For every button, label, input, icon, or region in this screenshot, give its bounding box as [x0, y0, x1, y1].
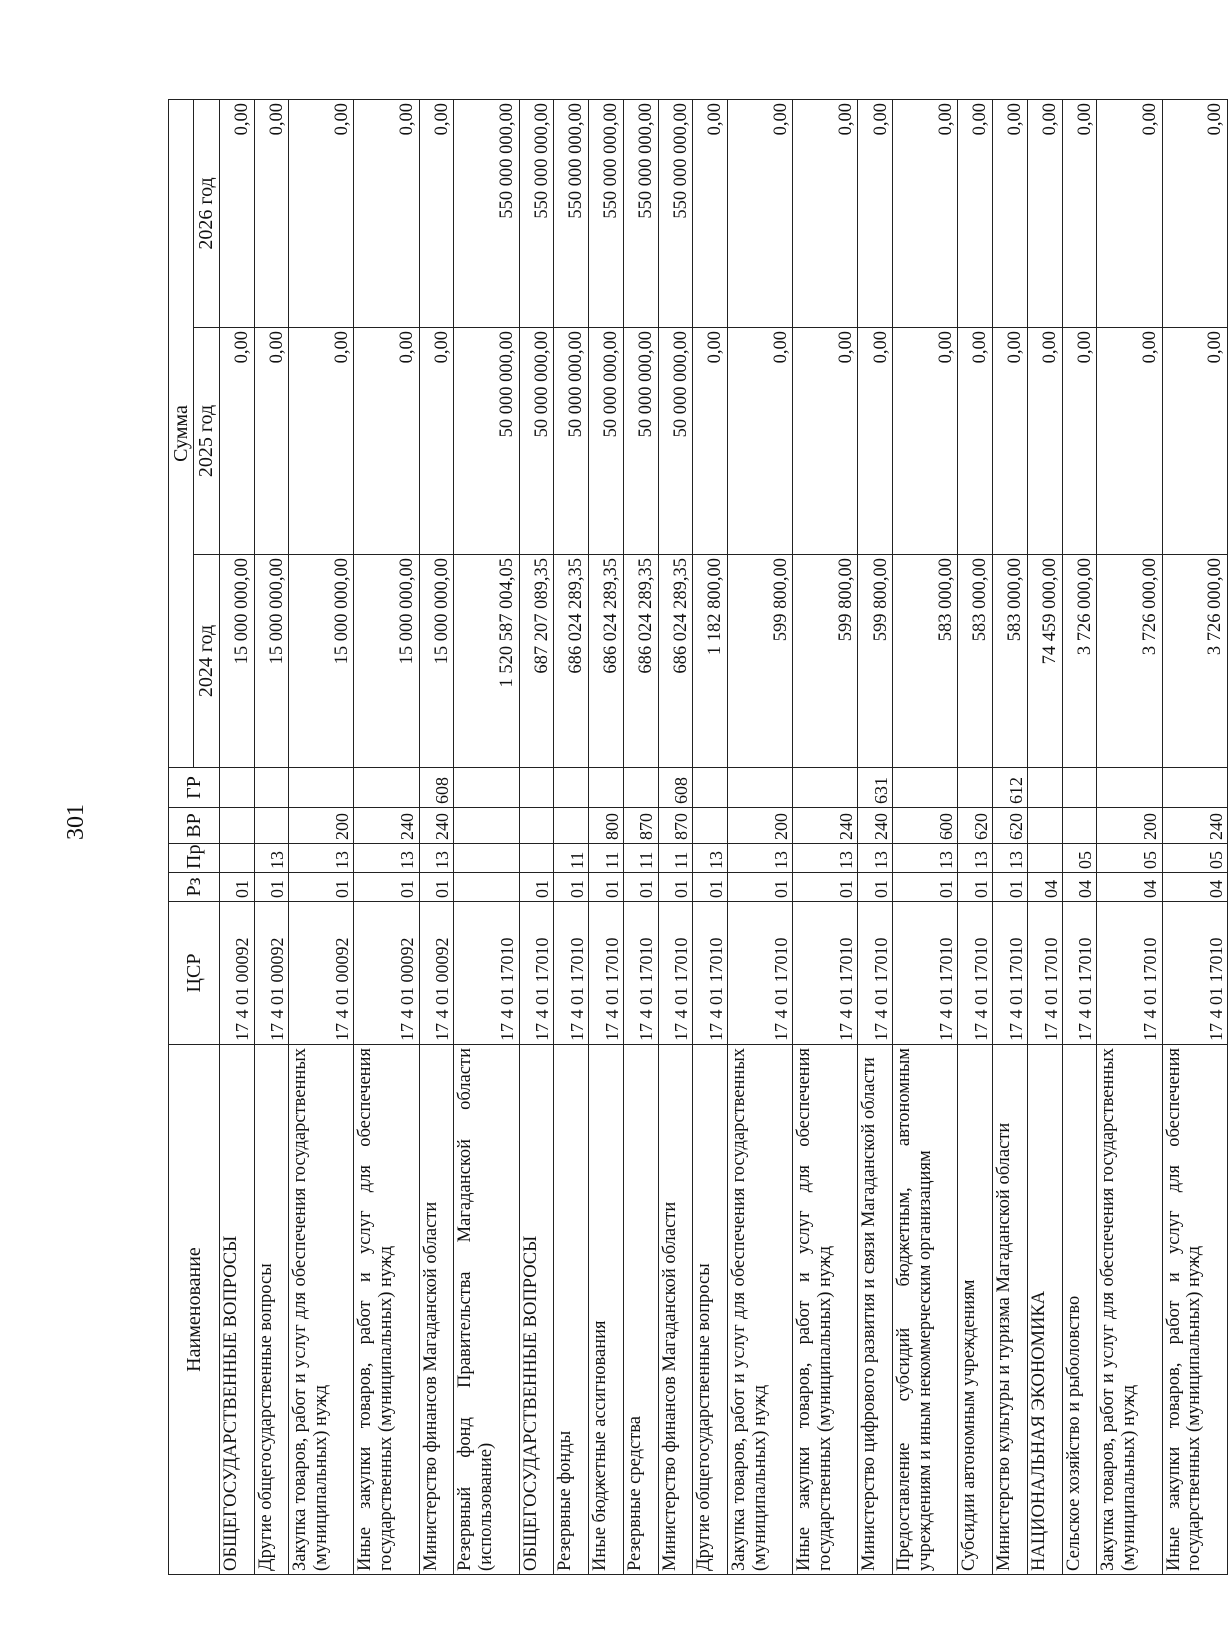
cell-rz: 01 — [589, 873, 624, 902]
table-row — [958, 99, 993, 1574]
cell-amount-2026: 0,00 — [958, 99, 993, 327]
cell-rz: 04 — [1097, 873, 1162, 902]
cell-pr: 13 — [993, 844, 1028, 873]
cell-pr: 13 — [958, 844, 993, 873]
cell-gr — [958, 768, 993, 808]
cell-name: Резервные средства — [623, 1045, 658, 1575]
cell-gr — [793, 768, 858, 808]
cell-gr — [454, 768, 519, 808]
cell-amount-2025: 0,00 — [1062, 328, 1097, 555]
table-row — [858, 99, 893, 1574]
cell-csr: 17 4 01 17010 — [1097, 902, 1162, 1045]
table-row — [254, 99, 289, 1574]
cell-vr: 620 — [993, 808, 1028, 844]
cell-amount-2026: 0,00 — [793, 99, 858, 327]
cell-name: Министерство цифрового развития и связи Магаданской области — [858, 1045, 893, 1575]
cell-pr: 11 — [623, 844, 658, 873]
cell-rz: 01 — [993, 873, 1028, 902]
cell-amount-2026: 550 000 000,00 — [554, 99, 589, 327]
cell-amount-2025: 50 000 000,00 — [658, 328, 693, 555]
cell-rz: 01 — [254, 873, 289, 902]
cell-pr: 13 — [728, 844, 793, 873]
cell-name: Министерство финансов Магаданской области — [658, 1045, 693, 1575]
cell-rz: 01 — [519, 873, 554, 902]
cell-csr: 17 4 01 17010 — [1062, 902, 1097, 1045]
cell-amount-2025: 0,00 — [289, 328, 354, 555]
cell-amount-2026: 0,00 — [419, 99, 454, 327]
cell-pr: 13 — [693, 844, 728, 873]
cell-amount-2024: 686 024 289,35 — [623, 555, 658, 768]
cell-csr: 17 4 01 00092 — [419, 902, 454, 1045]
cell-name: НАЦИОНАЛЬНАЯ ЭКОНОМИКА — [1027, 1045, 1062, 1575]
cell-rz: 01 — [693, 873, 728, 902]
cell-name: Другие общегосударственные вопросы — [693, 1045, 728, 1575]
cell-pr: 11 — [658, 844, 693, 873]
cell-rz: 01 — [554, 873, 589, 902]
cell-csr: 17 4 01 17010 — [693, 902, 728, 1045]
cell-amount-2026: 550 000 000,00 — [589, 99, 624, 327]
cell-amount-2024: 686 024 289,35 — [554, 555, 589, 768]
table-row — [793, 99, 858, 1574]
cell-gr: 612 — [993, 768, 1028, 808]
cell-name: Субсидии автономным учреждениям — [958, 1045, 993, 1575]
cell-rz: 04 — [1027, 873, 1062, 902]
table-row — [554, 99, 589, 1574]
cell-vr: 200 — [289, 808, 354, 844]
cell-name: Закупка товаров, работ и услуг для обеспечения государственных (муниципальных) нужд — [1097, 1045, 1162, 1575]
cell-csr: 17 4 01 00092 — [289, 902, 354, 1045]
cell-name: Иные закупки товаров, работ и услуг для обеспечения государственных (муниципальных) нужд — [1162, 1045, 1227, 1575]
cell-amount-2024: 583 000,00 — [993, 555, 1028, 768]
table-body — [219, 99, 1227, 1574]
cell-amount-2026: 0,00 — [254, 99, 289, 327]
cell-rz: 01 — [958, 873, 993, 902]
cell-vr: 240 — [858, 808, 893, 844]
cell-amount-2024: 599 800,00 — [793, 555, 858, 768]
cell-vr — [519, 808, 554, 844]
cell-gr — [893, 768, 958, 808]
header-gr: ГР — [169, 768, 220, 808]
cell-amount-2026: 0,00 — [354, 99, 419, 327]
cell-amount-2025: 0,00 — [693, 328, 728, 555]
cell-pr: 13 — [289, 844, 354, 873]
cell-amount-2024: 15 000 000,00 — [289, 555, 354, 768]
cell-vr — [693, 808, 728, 844]
cell-vr: 240 — [354, 808, 419, 844]
header-name: Наименование — [169, 1045, 220, 1575]
cell-rz: 01 — [728, 873, 793, 902]
cell-csr: 17 4 01 17010 — [589, 902, 624, 1045]
cell-vr: 620 — [958, 808, 993, 844]
cell-pr — [454, 844, 519, 873]
cell-name: ОБЩЕГОСУДАРСТВЕННЫЕ ВОПРОСЫ — [219, 1045, 254, 1575]
cell-vr: 800 — [589, 808, 624, 844]
cell-csr: 17 4 01 17010 — [893, 902, 958, 1045]
cell-name: Резервные фонды — [554, 1045, 589, 1575]
cell-name: Иные закупки товаров, работ и услуг для обеспечения государственных (муниципальных) нужд — [793, 1045, 858, 1575]
cell-amount-2026: 550 000 000,00 — [623, 99, 658, 327]
table-row — [1062, 99, 1097, 1574]
cell-amount-2024: 1 182 800,00 — [693, 555, 728, 768]
cell-pr: 13 — [354, 844, 419, 873]
cell-amount-2026: 0,00 — [693, 99, 728, 327]
cell-vr: 200 — [1097, 808, 1162, 844]
header-year-2026: 2026 год — [194, 99, 219, 327]
cell-rz: 01 — [793, 873, 858, 902]
table-row — [1027, 99, 1062, 1574]
cell-pr: 13 — [254, 844, 289, 873]
cell-amount-2025: 0,00 — [254, 328, 289, 555]
cell-name: Закупка товаров, работ и услуг для обеспечения государственных (муниципальных) нужд — [728, 1045, 793, 1575]
cell-pr: 11 — [554, 844, 589, 873]
table-row — [589, 99, 624, 1574]
cell-amount-2026: 0,00 — [728, 99, 793, 327]
budget-table — [168, 99, 1228, 1575]
table-row — [289, 99, 354, 1574]
cell-csr: 17 4 01 17010 — [993, 902, 1028, 1045]
cell-name: Министерство культуры и туризма Магаданской области — [993, 1045, 1028, 1575]
cell-amount-2024: 687 207 089,35 — [519, 555, 554, 768]
cell-name: Сельское хозяйство и рыболовство — [1062, 1045, 1097, 1575]
table-row — [219, 99, 254, 1574]
cell-amount-2025: 0,00 — [1027, 328, 1062, 555]
cell-gr — [289, 768, 354, 808]
cell-name: Министерство финансов Магаданской области — [419, 1045, 454, 1575]
header-sum: Сумма — [169, 99, 194, 767]
cell-gr — [519, 768, 554, 808]
cell-vr — [554, 808, 589, 844]
cell-name: Другие общегосударственные вопросы — [254, 1045, 289, 1575]
cell-gr — [254, 768, 289, 808]
cell-pr — [1027, 844, 1062, 873]
cell-gr: 608 — [658, 768, 693, 808]
cell-pr: 05 — [1097, 844, 1162, 873]
cell-vr — [454, 808, 519, 844]
cell-gr — [589, 768, 624, 808]
cell-gr — [693, 768, 728, 808]
cell-amount-2025: 0,00 — [219, 328, 254, 555]
cell-amount-2025: 0,00 — [893, 328, 958, 555]
cell-csr: 17 4 01 00092 — [254, 902, 289, 1045]
cell-gr — [1027, 768, 1062, 808]
table-row — [519, 99, 554, 1574]
cell-name: Иные бюджетные ассигнования — [589, 1045, 624, 1575]
cell-pr: 13 — [858, 844, 893, 873]
table-row — [454, 99, 519, 1574]
cell-gr — [219, 768, 254, 808]
cell-rz: 01 — [289, 873, 354, 902]
cell-name: ОБЩЕГОСУДАРСТВЕННЫЕ ВОПРОСЫ — [519, 1045, 554, 1575]
cell-amount-2024: 74 459 000,00 — [1027, 555, 1062, 768]
cell-amount-2024: 3 726 000,00 — [1097, 555, 1162, 768]
cell-vr — [219, 808, 254, 844]
cell-amount-2025: 50 000 000,00 — [623, 328, 658, 555]
cell-csr: 17 4 01 17010 — [454, 902, 519, 1045]
cell-gr — [354, 768, 419, 808]
cell-amount-2026: 550 000 000,00 — [519, 99, 554, 327]
cell-amount-2025: 0,00 — [1097, 328, 1162, 555]
cell-vr: 240 — [1162, 808, 1227, 844]
cell-amount-2024: 583 000,00 — [958, 555, 993, 768]
cell-rz: 01 — [419, 873, 454, 902]
cell-pr: 13 — [793, 844, 858, 873]
cell-amount-2025: 0,00 — [858, 328, 893, 555]
cell-csr: 17 4 01 00092 — [354, 902, 419, 1045]
cell-amount-2025: 0,00 — [993, 328, 1028, 555]
cell-csr: 17 4 01 17010 — [658, 902, 693, 1045]
cell-amount-2025: 0,00 — [958, 328, 993, 555]
header-year-2025: 2025 год — [194, 328, 219, 555]
cell-amount-2024: 583 000,00 — [893, 555, 958, 768]
cell-csr: 17 4 01 17010 — [623, 902, 658, 1045]
rotated-table-container — [168, 100, 1228, 1575]
header-rz: Рз — [169, 873, 220, 902]
cell-amount-2025: 0,00 — [1162, 328, 1227, 555]
cell-amount-2024: 15 000 000,00 — [254, 555, 289, 768]
cell-vr: 200 — [728, 808, 793, 844]
cell-vr: 870 — [623, 808, 658, 844]
cell-pr — [519, 844, 554, 873]
cell-csr: 17 4 01 17010 — [519, 902, 554, 1045]
cell-amount-2026: 550 000 000,00 — [454, 99, 519, 327]
cell-rz: 01 — [858, 873, 893, 902]
table-row — [354, 99, 419, 1574]
cell-gr — [1062, 768, 1097, 808]
cell-amount-2026: 0,00 — [289, 99, 354, 327]
cell-amount-2024: 3 726 000,00 — [1162, 555, 1227, 768]
cell-amount-2024: 15 000 000,00 — [354, 555, 419, 768]
header-pr: Пр — [169, 844, 220, 873]
cell-rz — [454, 873, 519, 902]
cell-amount-2026: 0,00 — [219, 99, 254, 327]
cell-vr: 240 — [419, 808, 454, 844]
cell-name: Иные закупки товаров, работ и услуг для обеспечения государственных (муниципальных) нужд — [354, 1045, 419, 1575]
cell-gr — [1097, 768, 1162, 808]
cell-vr — [254, 808, 289, 844]
cell-rz: 01 — [658, 873, 693, 902]
cell-name: Предоставление субсидий бюджетным, автономным учреждениям и иным некоммерческим организациям — [893, 1045, 958, 1575]
cell-amount-2026: 0,00 — [893, 99, 958, 327]
table-row — [893, 99, 958, 1574]
cell-amount-2026: 0,00 — [858, 99, 893, 327]
cell-gr — [554, 768, 589, 808]
cell-pr: 13 — [893, 844, 958, 873]
cell-name: Резервный фонд Правительства Магаданской области (использование) — [454, 1045, 519, 1575]
cell-vr — [1027, 808, 1062, 844]
cell-name: Закупка товаров, работ и услуг для обеспечения государственных (муниципальных) нужд — [289, 1045, 354, 1575]
cell-rz: 01 — [623, 873, 658, 902]
cell-pr: 05 — [1162, 844, 1227, 873]
table-row — [693, 99, 728, 1574]
table-row — [728, 99, 793, 1574]
cell-amount-2025: 0,00 — [728, 328, 793, 555]
cell-csr: 17 4 01 17010 — [554, 902, 589, 1045]
cell-amount-2024: 15 000 000,00 — [419, 555, 454, 768]
cell-csr: 17 4 01 17010 — [793, 902, 858, 1045]
cell-amount-2024: 3 726 000,00 — [1062, 555, 1097, 768]
cell-amount-2026: 0,00 — [1162, 99, 1227, 327]
cell-amount-2026: 0,00 — [993, 99, 1028, 327]
cell-amount-2024: 686 024 289,35 — [589, 555, 624, 768]
cell-amount-2025: 50 000 000,00 — [519, 328, 554, 555]
table-row — [623, 99, 658, 1574]
table-row — [993, 99, 1028, 1574]
cell-rz: 01 — [219, 873, 254, 902]
cell-amount-2025: 0,00 — [793, 328, 858, 555]
cell-amount-2026: 0,00 — [1062, 99, 1097, 327]
cell-csr: 17 4 01 17010 — [1162, 902, 1227, 1045]
cell-pr: 11 — [589, 844, 624, 873]
cell-csr: 17 4 01 00092 — [219, 902, 254, 1045]
table-row — [658, 99, 693, 1574]
header-year-2024: 2024 год — [194, 555, 219, 768]
cell-csr: 17 4 01 17010 — [858, 902, 893, 1045]
cell-vr: 870 — [658, 808, 693, 844]
cell-rz: 01 — [354, 873, 419, 902]
cell-amount-2024: 599 800,00 — [858, 555, 893, 768]
header-vr: ВР — [169, 808, 220, 844]
cell-rz: 04 — [1062, 873, 1097, 902]
cell-rz: 01 — [893, 873, 958, 902]
cell-gr — [623, 768, 658, 808]
cell-vr: 600 — [893, 808, 958, 844]
table-row — [1162, 99, 1227, 1574]
cell-rz: 04 — [1162, 873, 1227, 902]
cell-amount-2024: 15 000 000,00 — [219, 555, 254, 768]
cell-gr — [728, 768, 793, 808]
cell-amount-2024: 686 024 289,35 — [658, 555, 693, 768]
cell-amount-2025: 0,00 — [354, 328, 419, 555]
cell-vr: 240 — [793, 808, 858, 844]
cell-vr — [1062, 808, 1097, 844]
cell-amount-2024: 599 800,00 — [728, 555, 793, 768]
table-row — [419, 99, 454, 1574]
cell-amount-2025: 50 000 000,00 — [454, 328, 519, 555]
table-row — [1097, 99, 1162, 1574]
cell-amount-2025: 50 000 000,00 — [589, 328, 624, 555]
cell-gr — [1162, 768, 1227, 808]
cell-gr: 631 — [858, 768, 893, 808]
cell-csr: 17 4 01 17010 — [1027, 902, 1062, 1045]
cell-csr: 17 4 01 17010 — [958, 902, 993, 1045]
cell-amount-2026: 550 000 000,00 — [658, 99, 693, 327]
cell-amount-2025: 0,00 — [419, 328, 454, 555]
cell-pr — [219, 844, 254, 873]
cell-amount-2024: 1 520 587 004,05 — [454, 555, 519, 768]
cell-gr: 608 — [419, 768, 454, 808]
cell-amount-2026: 0,00 — [1097, 99, 1162, 327]
cell-csr: 17 4 01 17010 — [728, 902, 793, 1045]
header-csr: ЦСР — [169, 902, 220, 1045]
cell-amount-2026: 0,00 — [1027, 99, 1062, 327]
cell-pr: 05 — [1062, 844, 1097, 873]
page-number: 301 — [63, 804, 89, 840]
cell-pr: 13 — [419, 844, 454, 873]
cell-amount-2025: 50 000 000,00 — [554, 328, 589, 555]
